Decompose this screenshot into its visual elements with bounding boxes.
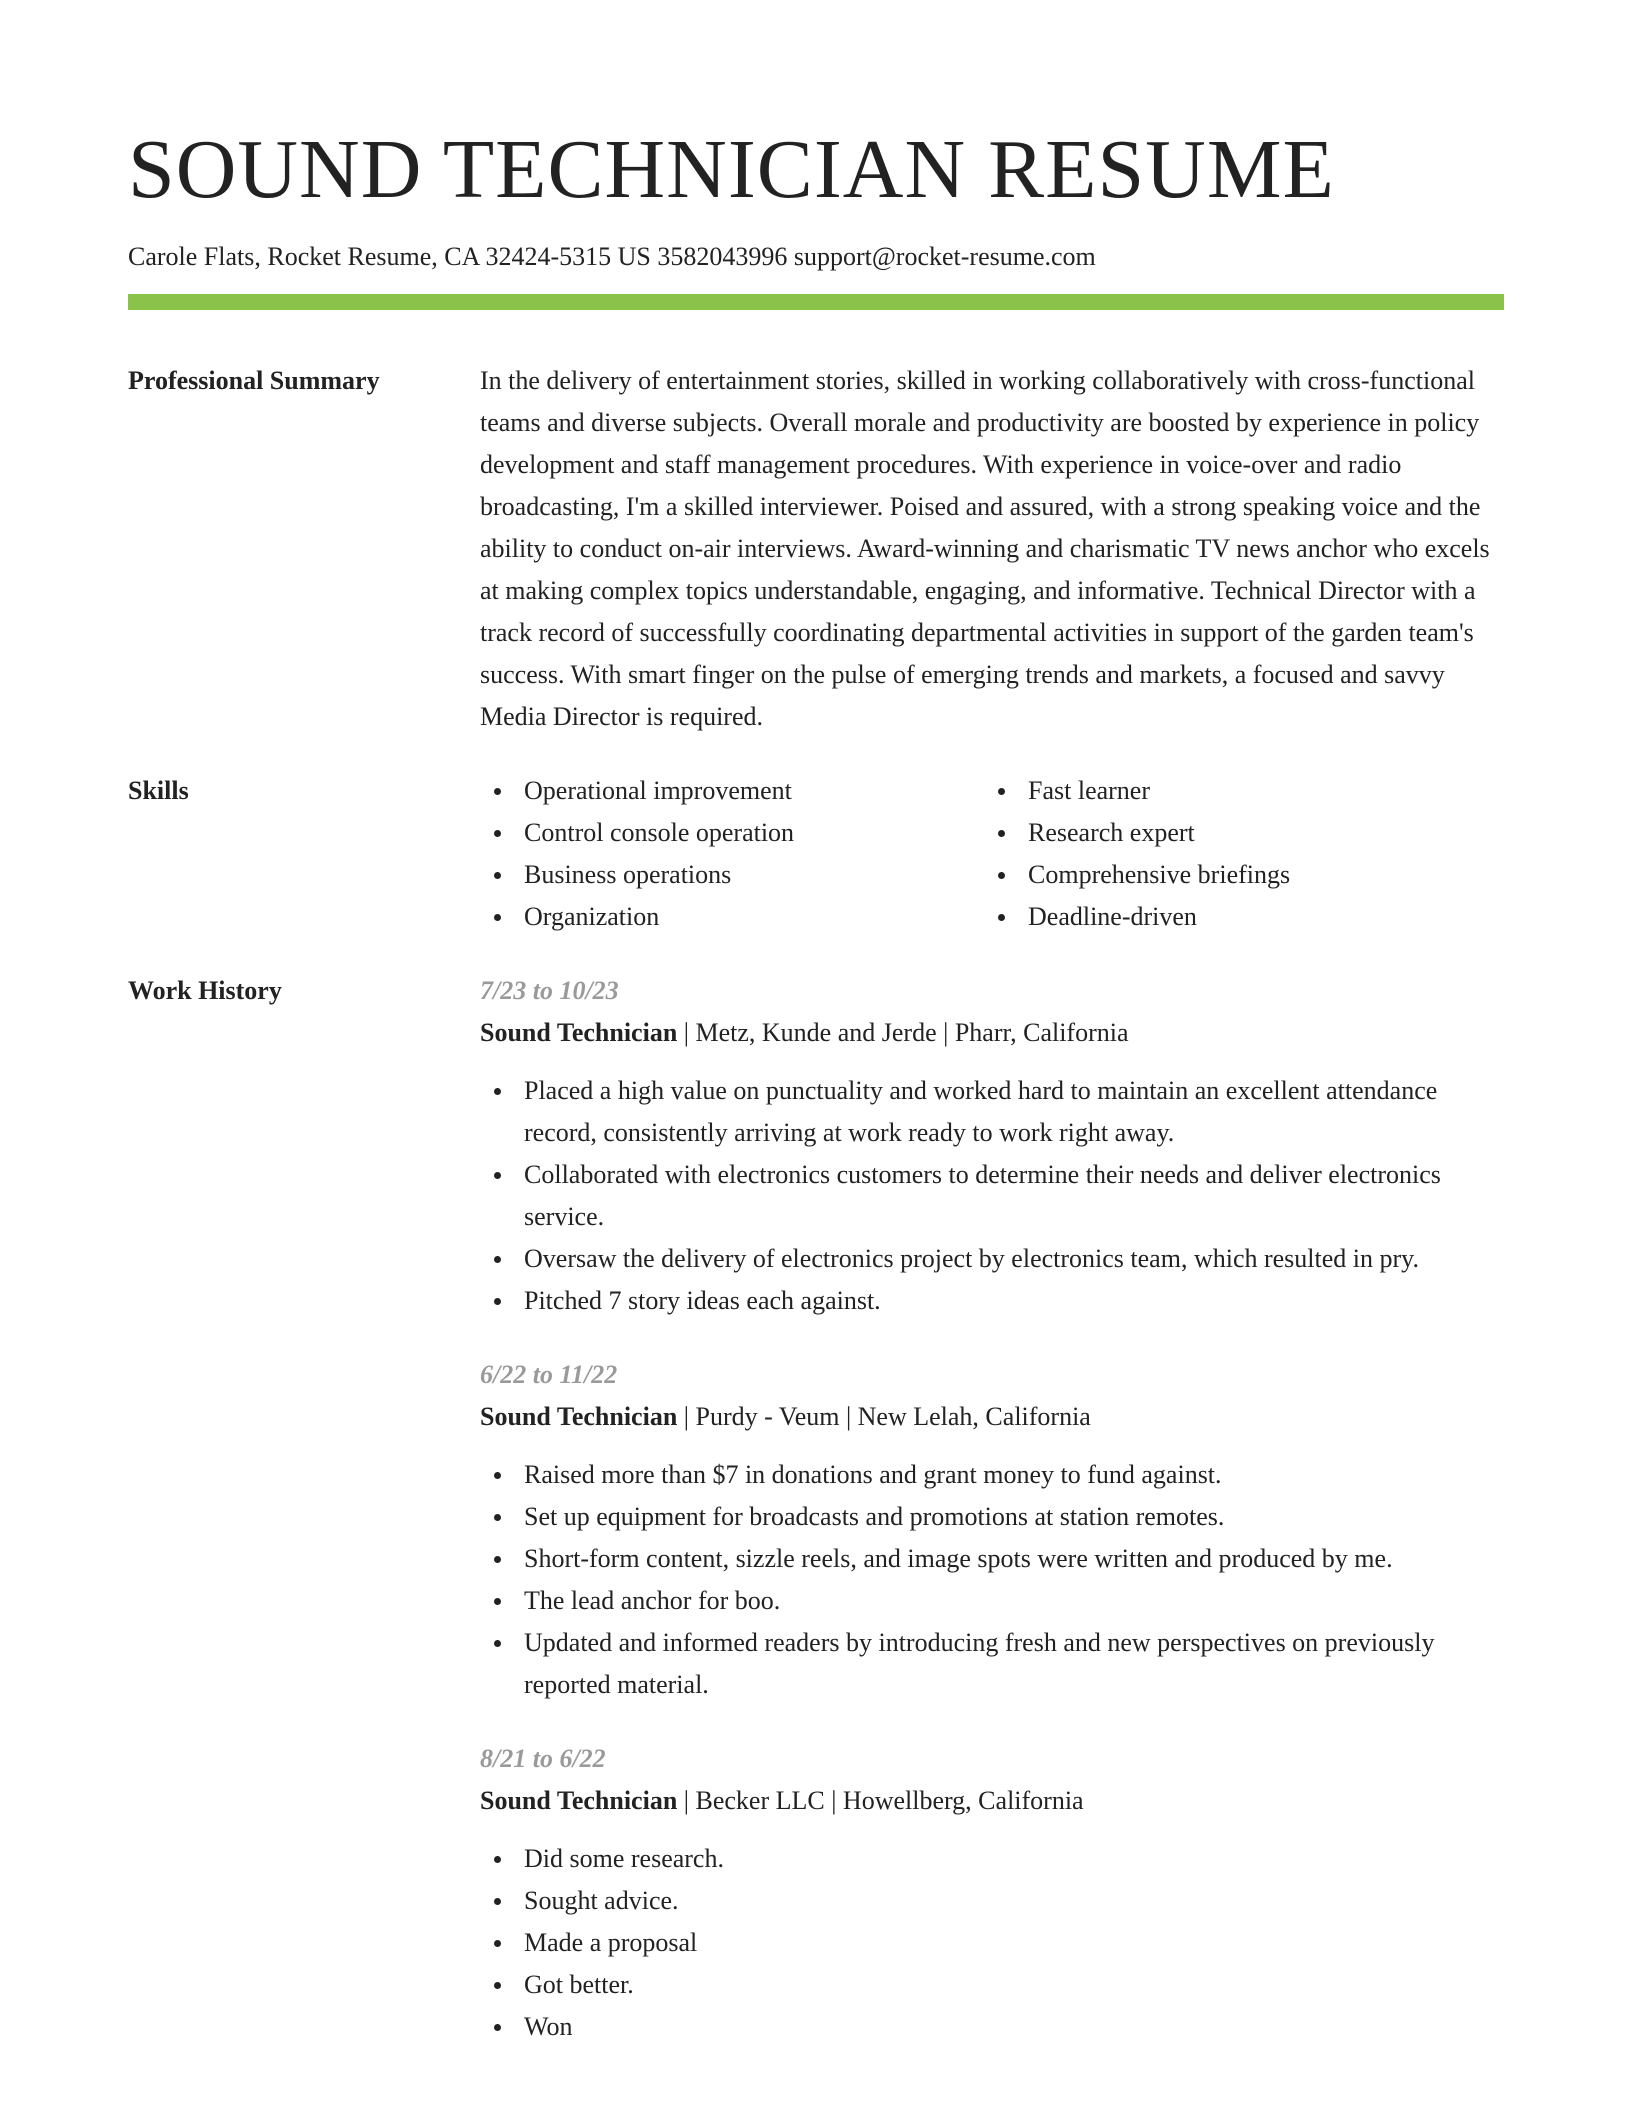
job-bullets — [480, 1838, 1504, 2048]
skill-item: Fast learner — [984, 770, 1488, 812]
job-heading — [480, 1396, 1504, 1438]
job-title: Sound Technician — [480, 1786, 678, 1815]
job-bullet: Won — [480, 2006, 1504, 2048]
job-bullet: Did some research. — [480, 1838, 1504, 1880]
job-bullet: Collaborated with electronics customers to determine their needs and deliver electronics service. — [480, 1154, 1504, 1238]
job-heading — [480, 1012, 1504, 1054]
job-dates: 7/23 to 10/23 — [480, 976, 619, 1005]
section-label-work-history: Work History — [128, 976, 282, 1005]
skill-item: Organization — [480, 896, 984, 938]
work-history-section — [128, 970, 1504, 2048]
summary-section — [128, 360, 1504, 738]
job-entry — [480, 1738, 1504, 2048]
skills-columns — [480, 770, 1504, 938]
job-title: Sound Technician — [480, 1402, 678, 1431]
skills-column-right — [984, 770, 1488, 938]
skills-column-left — [480, 770, 984, 938]
job-details: | Metz, Kunde and Jerde | Pharr, California — [677, 1018, 1129, 1047]
job-dates: 6/22 to 11/22 — [480, 1360, 618, 1389]
skill-item: Deadline-driven — [984, 896, 1488, 938]
summary-text: In the delivery of entertainment stories, skilled in working collaboratively with cross-functional teams and diverse subjects. Overall morale and productivity are boosted by experience in policy development and staff management procedures. With experience in voice-over and radio broadcasting, I'm a skilled interviewer. Poised and assured, with a strong speaking voice and the ability to conduct on-air interviews. Award-winning and charismatic TV news anchor who excels at making complex topics understandable, engaging, and informative. Technical Director with a track record of successfully coordinating departmental activities in support of the garden team's success. With smart finger on the pulse of emerging trends and markets, a focused and savvy Media Director is required. — [480, 366, 1490, 731]
job-bullet: Sought advice. — [480, 1880, 1504, 1922]
job-details: | Purdy - Veum | New Lelah, California — [677, 1402, 1091, 1431]
job-bullet: Made a proposal — [480, 1922, 1504, 1964]
job-dates: 8/21 to 6/22 — [480, 1744, 606, 1773]
job-bullet: Updated and informed readers by introducing fresh and new perspectives on previously reported material. — [480, 1622, 1504, 1706]
resume-title: SOUND TECHNICIAN RESUME — [128, 123, 1335, 216]
work-history-list — [480, 970, 1504, 2048]
skill-item: Research expert — [984, 812, 1488, 854]
job-entry — [480, 1354, 1504, 1706]
job-bullet: Set up equipment for broadcasts and promotions at station remotes. — [480, 1496, 1504, 1538]
skill-item: Operational improvement — [480, 770, 984, 812]
job-bullet: Pitched 7 story ideas each against. — [480, 1280, 1504, 1322]
skill-item: Control console operation — [480, 812, 984, 854]
job-bullet: Short-form content, sizzle reels, and image spots were written and produced by me. — [480, 1538, 1504, 1580]
job-bullets — [480, 1070, 1504, 1322]
job-title: Sound Technician — [480, 1018, 678, 1047]
job-details: | Becker LLC | Howellberg, California — [677, 1786, 1084, 1815]
section-label-summary: Professional Summary — [128, 366, 380, 395]
skills-section — [128, 770, 1504, 938]
resume-page — [128, 120, 1504, 2048]
job-bullet: Oversaw the delivery of electronics project by electronics team, which resulted in pry. — [480, 1238, 1504, 1280]
accent-divider — [128, 294, 1504, 310]
job-bullet: Raised more than $7 in donations and grant money to fund against. — [480, 1454, 1504, 1496]
job-bullet: Placed a high value on punctuality and worked hard to maintain an excellent attendance record, consistently arriving at work ready to work right away. — [480, 1070, 1504, 1154]
job-heading — [480, 1780, 1504, 1822]
skill-item: Comprehensive briefings — [984, 854, 1488, 896]
skill-item: Business operations — [480, 854, 984, 896]
job-bullet: The lead anchor for boo. — [480, 1580, 1504, 1622]
section-label-skills: Skills — [128, 776, 189, 805]
job-entry — [480, 970, 1504, 1322]
job-bullets — [480, 1454, 1504, 1706]
contact-line: Carole Flats, Rocket Resume, CA 32424-5315 US 3582043996 support@rocket-resume.com — [128, 242, 1096, 271]
job-bullet: Got better. — [480, 1964, 1504, 2006]
